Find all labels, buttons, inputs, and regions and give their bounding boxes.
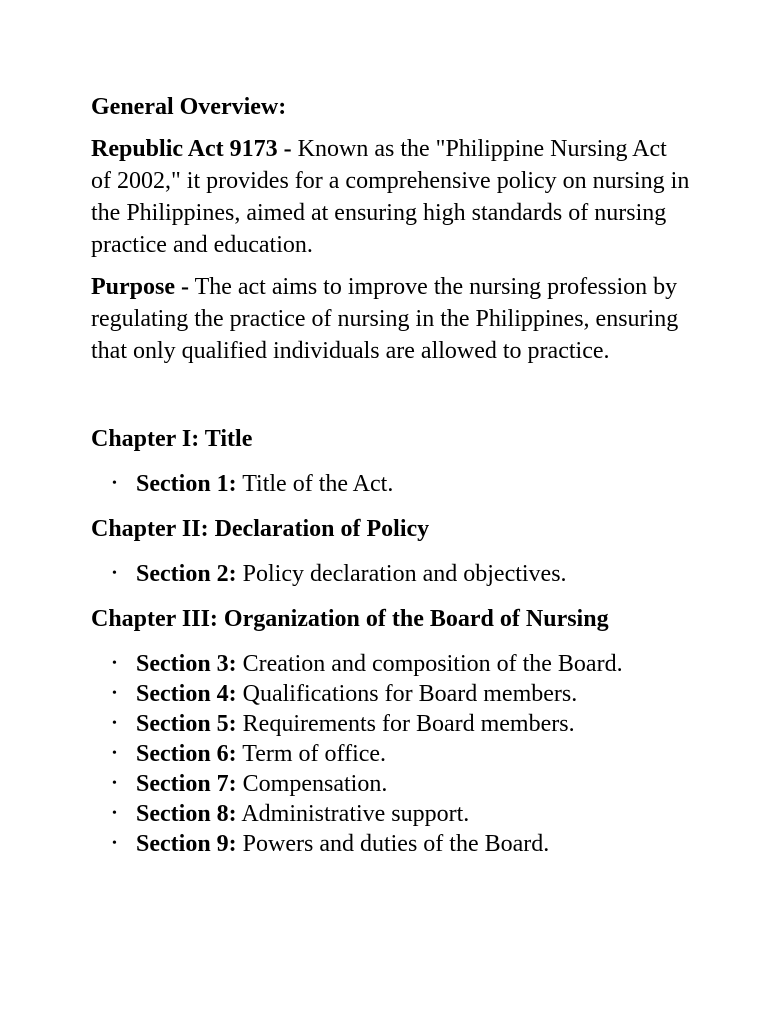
list-item	[91, 739, 691, 769]
chapter-2-heading: Chapter II: Declaration of Policy	[91, 516, 430, 542]
section-label: Section 1:	[136, 471, 237, 497]
section-text: Term of office.	[236, 741, 387, 767]
chapter-2-section-list	[91, 559, 691, 589]
bullet-icon: •	[112, 776, 117, 791]
section-text: Policy declaration and objectives.	[236, 561, 567, 587]
bullet-icon: •	[112, 686, 117, 701]
chapter-1-section-list	[91, 469, 691, 499]
republic-act-label: Republic Act 9173 -	[91, 136, 292, 162]
list-item	[91, 709, 691, 739]
section-label: Section 5:	[136, 711, 237, 737]
list-item	[91, 679, 691, 709]
section-label: Section 3:	[136, 651, 237, 677]
bullet-icon: •	[112, 476, 117, 491]
overview-heading: General Overview:	[91, 94, 287, 120]
section-label: Section 8:	[136, 801, 237, 827]
republic-act-text: Known as the "Philippine Nursing Act of 2002," it provides for a comprehensive policy on nursing in the Philippines, aimed at ensuring high standards of nursing practice and education.	[91, 136, 690, 258]
purpose-paragraph	[91, 271, 691, 367]
section-label: Section 4:	[136, 681, 237, 707]
list-item	[91, 649, 691, 679]
section-text: Title of the Act.	[236, 471, 394, 497]
list-item	[91, 799, 691, 829]
section-label: Section 6:	[136, 741, 237, 767]
purpose-text: The act aims to improve the nursing profession by regulating the practice of nursing in the Philippines, ensuring that only qualified individuals are allowed to practice.	[91, 274, 679, 364]
section-text: Compensation.	[236, 771, 388, 797]
list-item	[91, 559, 691, 589]
document-page	[91, 91, 691, 859]
section-text: Qualifications for Board members.	[236, 681, 578, 707]
bullet-icon: •	[112, 806, 117, 821]
section-text: Requirements for Board members.	[236, 711, 575, 737]
republic-act-paragraph	[91, 133, 691, 261]
chapter-1-heading: Chapter I: Title	[91, 426, 253, 452]
section-label: Section 9:	[136, 831, 237, 857]
bullet-icon: •	[112, 656, 117, 671]
bullet-icon: •	[112, 746, 117, 761]
chapter-3-section-list	[91, 649, 691, 859]
bullet-icon: •	[112, 836, 117, 851]
section-text: Powers and duties of the Board.	[236, 831, 550, 857]
section-text: Administrative support.	[236, 801, 470, 827]
section-label: Section 2:	[136, 561, 237, 587]
list-item	[91, 769, 691, 799]
list-item	[91, 829, 691, 859]
list-item	[91, 469, 691, 499]
section-label: Section 7:	[136, 771, 237, 797]
bullet-icon: •	[112, 566, 117, 581]
bullet-icon: •	[112, 716, 117, 731]
chapter-3-heading: Chapter III: Organization of the Board of Nursing	[91, 606, 609, 632]
purpose-label: Purpose -	[91, 274, 189, 300]
section-text: Creation and composition of the Board.	[236, 651, 623, 677]
